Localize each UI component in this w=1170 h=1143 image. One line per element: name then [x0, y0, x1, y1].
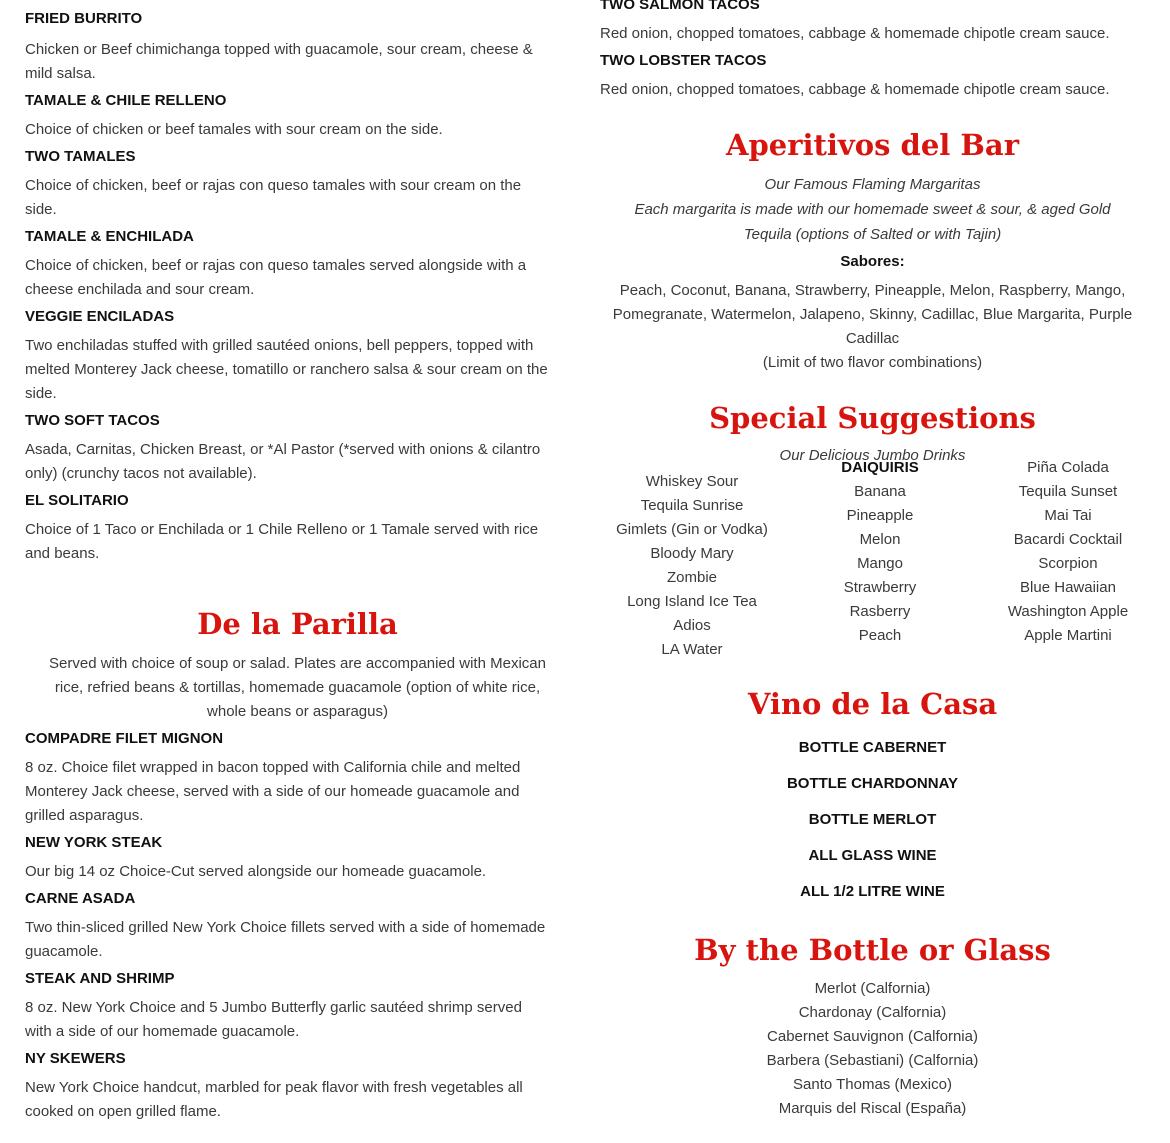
drinks-column-classics [597, 470, 787, 662]
right-items-top [600, 0, 1145, 102]
drinks-column-tropical [973, 456, 1163, 648]
wine-item: BOTTLE CABERNET [798, 739, 947, 756]
section-subtitle: Our Famous Flaming Margaritas [764, 176, 981, 193]
drink-item: Long Island Ice Tea [627, 593, 757, 610]
menu-item-desc: New York Choice handcut, marbled for peak flavor with fresh vegetables all cooked on open grilled flame. [25, 1079, 523, 1120]
menu-item [25, 87, 570, 142]
drink-item: Peach [858, 627, 902, 644]
menu-item [25, 487, 570, 566]
menu-item-desc: 8 oz. Choice filet wrapped in bacon topped with California chile and melted Monterey Jack cheese, served with a side of our homeade guacamole and grilled asparagus. [25, 759, 521, 824]
menu-item-title: VEGGIE ENCILADAS [25, 308, 175, 325]
menu-item [25, 965, 570, 1044]
wine-item: Marquis del Riscal (España) [778, 1100, 967, 1117]
menu-item [25, 725, 570, 828]
drink-item: Blue Hawaiian [1020, 579, 1116, 596]
wine-item: ALL GLASS WINE [808, 847, 937, 864]
menu-item-desc: Choice of 1 Taco or Enchilada or 1 Chile Relleno or 1 Tamale served with rice and beans. [25, 521, 539, 562]
margarita-description: Each margarita is made with our homemade sweet & sour, & aged Gold Tequila (options of Salted or with Tajin) [634, 201, 1111, 243]
menu-item-title: TWO SOFT TACOS [25, 412, 160, 429]
wine-item: Santo Thomas (Mexico) [793, 1076, 952, 1093]
menu-item-desc: Two thin-sliced grilled New York Choice fillets served with a side of homemade guacamole. [25, 919, 546, 960]
menu-item-desc: 8 oz. New York Choice and 5 Jumbo Butterfly garlic sautéed shrimp served with a side of our homemade guacamole. [25, 999, 522, 1040]
section-subtitle: Our Delicious Jumbo Drinks [779, 447, 966, 464]
daiquiris-header: DAIQUIRIS [841, 459, 919, 476]
drink-item: Bloody Mary [650, 545, 734, 562]
menu-item-desc: Choice of chicken, beef or rajas con queso tamales with sour cream on the side. [25, 177, 522, 218]
menu-item-title: FRIED BURRITO [25, 10, 143, 27]
wine-item: Cabernet Sauvignon (Calfornia) [767, 1028, 978, 1045]
section-title: Aperitivos del Bar [726, 128, 1019, 162]
wine-item: Chardonay (Calfornia) [798, 1004, 947, 1021]
section-title: Special Suggestions [709, 401, 1036, 435]
menu-item-desc: Red onion, chopped tomatoes, cabbage & homemade chipotle cream sauce. [600, 81, 1110, 98]
section-title: De la Parilla [197, 607, 398, 641]
menu-item-desc: Two enchiladas stuffed with grilled sautéed onions, bell peppers, topped with melted Monterey Jack cheese, tomatillo or ranchero salsa & sour cream on the side. [25, 337, 548, 402]
sabores-list: Peach, Coconut, Banana, Strawberry, Pineapple, Melon, Raspberry, Mango, Pomegranate, Watermelon, Jalapeno, Skinny, Cadillac, Blue Margarita, Purple Cadillac [612, 282, 1133, 347]
menu-item-desc: Our big 14 oz Choice-Cut served alongside our homeade guacamole. [25, 863, 487, 880]
menu-item [25, 143, 570, 222]
menu-item-title: STEAK AND SHRIMP [25, 970, 175, 987]
drink-item: Bacardi Cocktail [1013, 531, 1123, 548]
drink-item: Melon [859, 531, 901, 548]
drink-item: Banana [854, 483, 906, 500]
drink-item: Washington Apple [1007, 603, 1129, 620]
menu-item-title: TWO TAMALES [25, 148, 136, 165]
menu-item [600, 0, 1145, 46]
menu-item [25, 885, 570, 964]
menu-item-desc: Red onion, chopped tomatoes, cabbage & homemade chipotle cream sauce. [600, 25, 1110, 42]
menu-item-title: TAMALE & CHILE RELLENO [25, 92, 227, 109]
flavor-limit: (Limit of two flavor combinations) [762, 354, 983, 371]
menu-item-title: CARNE ASADA [25, 890, 136, 907]
menu-item-desc: Chicken or Beef chimichanga topped with guacamole, sour cream, cheese & mild salsa. [25, 41, 533, 82]
special-section [600, 398, 1145, 668]
menu-item-title: COMPADRE FILET MIGNON [25, 730, 224, 747]
wine-item: BOTTLE CHARDONNAY [786, 775, 959, 792]
menu-item-desc: Choice of chicken, beef or rajas con queso tamales served alongside with a cheese enchilada and sour cream. [25, 257, 527, 298]
parrilla-section [25, 604, 570, 1124]
menu-item-desc: Asada, Carnitas, Chicken Breast, or *Al Pastor (*served with onions & cilantro only) (crunchy tacos not available). [25, 441, 541, 482]
drinks-column-daiquiris [785, 456, 975, 648]
drink-item: Zombie [666, 569, 718, 586]
menu-item-title: NY SKEWERS [25, 1050, 126, 1067]
menu-item-title: TWO SALMON TACOS [600, 0, 760, 13]
drink-item: Gimlets (Gin or Vodka) [616, 521, 768, 538]
drink-item: Adios [673, 617, 711, 634]
menu-item [25, 407, 570, 486]
drink-item: Mango [857, 555, 903, 572]
drink-item: Strawberry [843, 579, 917, 596]
bottle-section [600, 930, 1145, 1121]
vino-section [600, 684, 1145, 902]
menu-item [25, 1045, 570, 1124]
section-intro: Served with choice of soup or salad. Plates are accompanied with Mexican rice, refried beans & tortillas, homemade guacamole (option of white rice, whole beans or asparagus) [49, 655, 546, 720]
bottle-list [600, 977, 1145, 1121]
wine-item: ALL 1/2 LITRE WINE [800, 883, 945, 900]
sabores-label: Sabores: [840, 253, 905, 270]
section-title: Vino de la Casa [747, 687, 998, 721]
drink-item: Piña Colada [1027, 459, 1109, 476]
drink-item: Apple Martini [1024, 627, 1112, 644]
drink-item: LA Water [661, 641, 723, 658]
menu-item-title: TAMALE & ENCHILADA [25, 228, 194, 245]
aperitivos-section [600, 125, 1145, 375]
drink-item: Whiskey Sour [645, 473, 739, 490]
drink-item: Tequila Sunset [1018, 483, 1118, 500]
wine-item: Merlot (Calfornia) [814, 980, 931, 997]
menu-item-desc: Choice of chicken or beef tamales with sour cream on the side. [25, 121, 443, 138]
menu-item [600, 47, 1145, 102]
wine-item: BOTTLE MERLOT [808, 811, 937, 828]
menu-item [25, 829, 570, 884]
menu-item [25, 303, 570, 406]
left-items-top [25, 5, 570, 566]
menu-item-title: EL SOLITARIO [25, 492, 129, 509]
wine-item: Barbera (Sebastiani) (Calfornia) [766, 1052, 979, 1069]
menu-item [25, 5, 570, 86]
menu-item-title: NEW YORK STEAK [25, 834, 163, 851]
drink-item: Pineapple [846, 507, 914, 524]
drink-item: Scorpion [1038, 555, 1098, 572]
menu-item-title: TWO LOBSTER TACOS [600, 52, 767, 69]
drink-item: Rasberry [849, 603, 911, 620]
drink-item: Tequila Sunrise [640, 497, 744, 514]
drink-item: Mai Tai [1044, 507, 1092, 524]
section-title: By the Bottle or Glass [694, 933, 1051, 967]
menu-item [25, 223, 570, 302]
